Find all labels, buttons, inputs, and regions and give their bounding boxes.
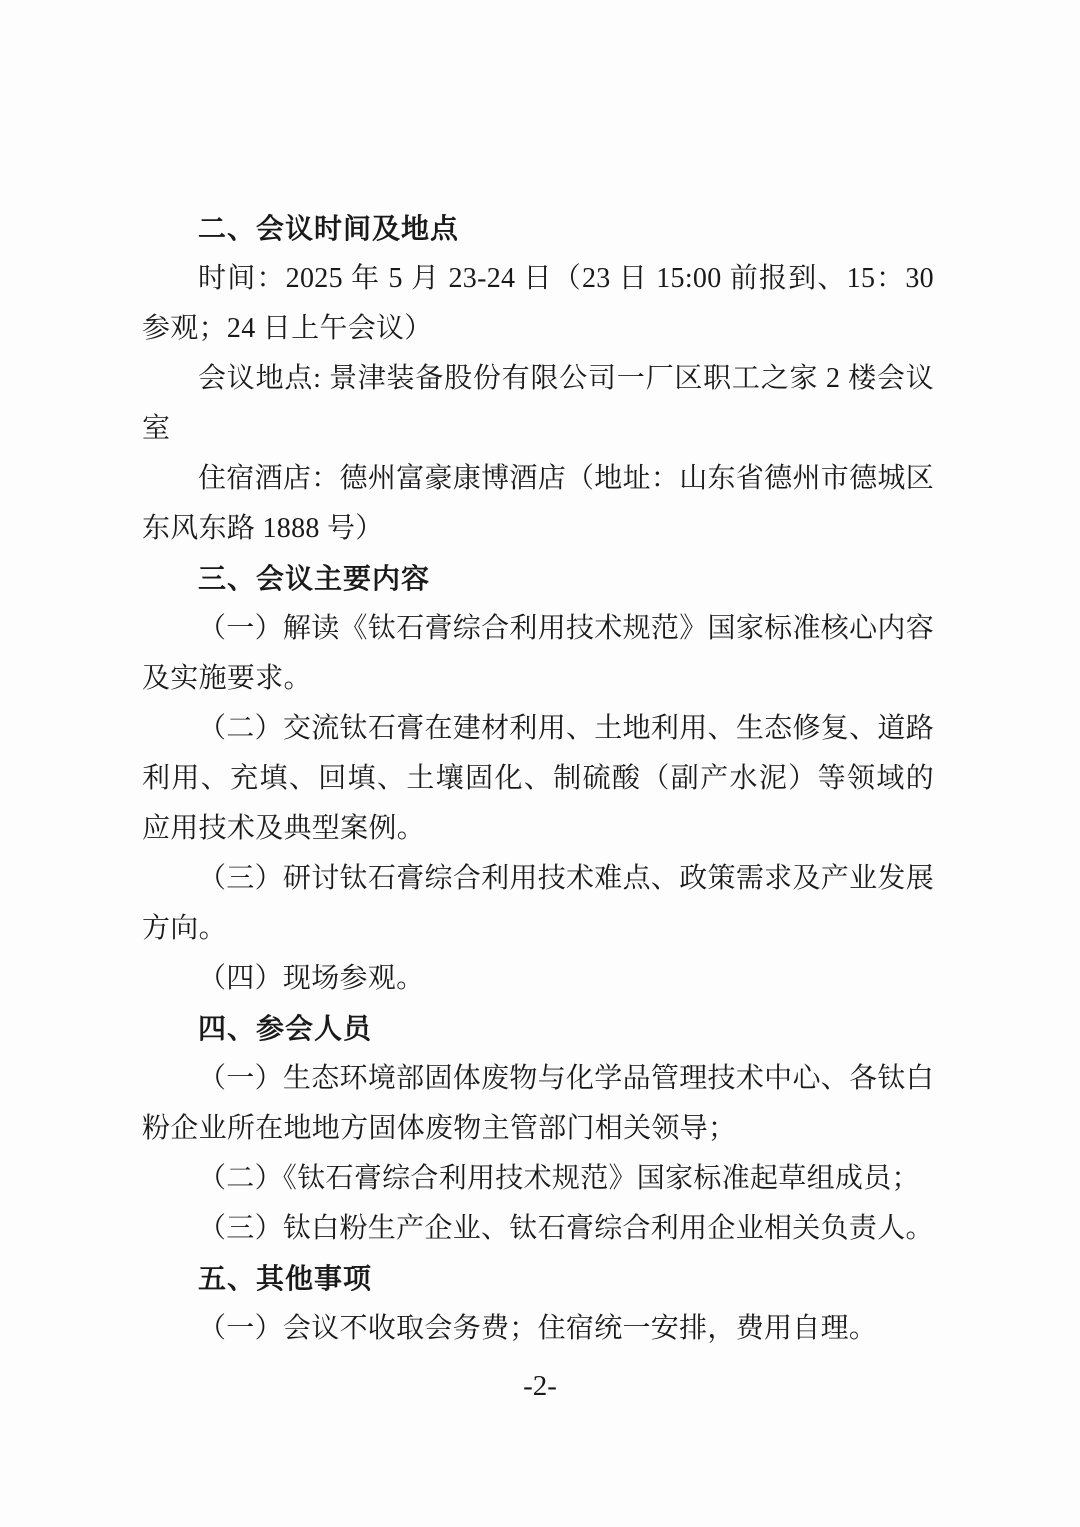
page-number: -2- bbox=[523, 1370, 557, 1402]
section-heading-main-content: 三、会议主要内容 bbox=[198, 563, 431, 594]
section-heading-participants: 四、参会人员 bbox=[198, 1013, 373, 1044]
para-meeting-time: 时间：2025 年 5 月 23-24 日（23 日 15:00 前报到、15：30 参观；24 日上午会议） bbox=[142, 263, 934, 344]
para-other-matters-item-1: （一）会议不收取会务费；住宿统一安排，费用自理。 bbox=[198, 1313, 878, 1344]
para-meeting-location: 会议地点: 景津装备股份有限公司一厂区职工之家 2 楼会议室 bbox=[142, 363, 934, 444]
para-participants-item-1: （一）生态环境部固体废物与化学品管理技术中心、各钛白粉企业所在地地方固体废物主管部门相关领导； bbox=[142, 1063, 934, 1144]
para-participants-item-3: （三）钛白粉生产企业、钛石膏综合利用企业相关负责人。 bbox=[198, 1213, 934, 1244]
section-heading-meeting-time-location: 二、会议时间及地点 bbox=[198, 213, 460, 244]
para-participants-item-2: （二）《钛石膏综合利用技术规范》国家标准起草组成员； bbox=[198, 1163, 920, 1194]
para-content-item-3: （三）研讨钛石膏综合利用技术难点、政策需求及产业发展方向。 bbox=[142, 863, 934, 944]
para-content-item-4: （四）现场参观。 bbox=[198, 963, 425, 994]
section-heading-other-matters: 五、其他事项 bbox=[198, 1263, 373, 1294]
para-content-item-2: （二）交流钛石膏在建材利用、土地利用、生态修复、道路利用、充填、回填、土壤固化、制硫酸（副产水泥）等领域的应用技术及典型案例。 bbox=[142, 713, 934, 844]
para-hotel-address: 住宿酒店：德州富豪康博酒店（地址：山东省德州市德城区东风东路 1888 号） bbox=[142, 463, 934, 544]
document-body bbox=[142, 204, 934, 1354]
para-content-item-1: （一）解读《钛石膏综合利用技术规范》国家标准核心内容及实施要求。 bbox=[142, 613, 934, 694]
